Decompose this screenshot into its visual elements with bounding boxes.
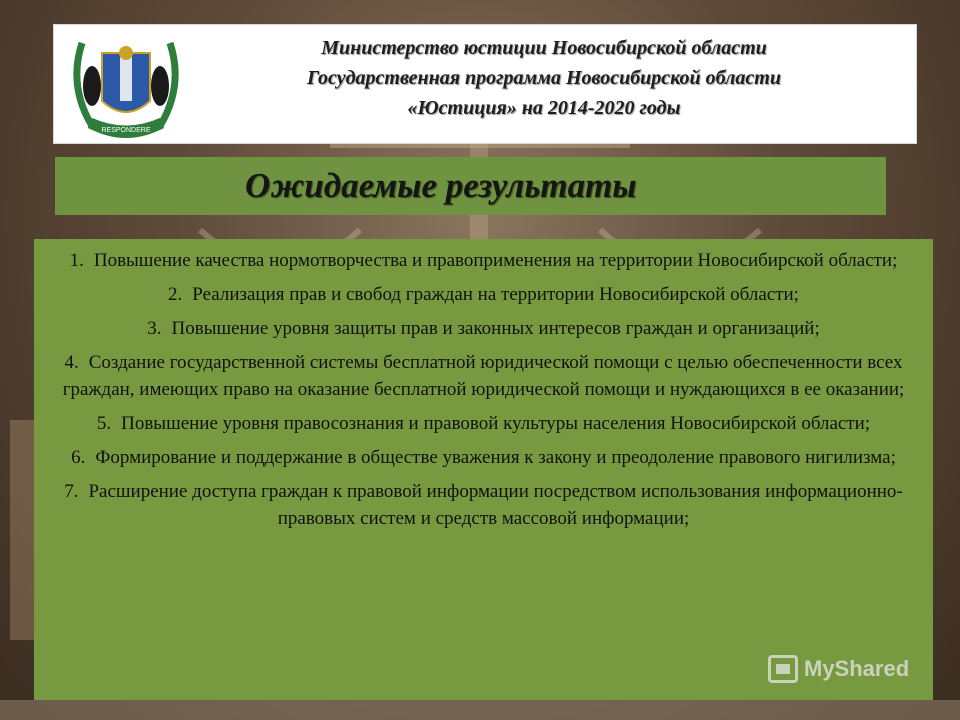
list-item: [34, 247, 933, 274]
list-item: [34, 315, 933, 342]
list-item: [34, 478, 933, 532]
item-number: 5.: [96, 413, 112, 434]
program-years: «Юстиция» на 2014-2020 годы: [407, 97, 681, 119]
coat-of-arms-icon: [62, 31, 190, 141]
watermark: [768, 655, 909, 683]
item-text: Формирование и поддержание в обществе уважения к закону и преодоление правового нигилизма;: [95, 447, 896, 468]
emblem-motto: RESPONDERE: [101, 127, 151, 134]
item-number: 4.: [64, 352, 79, 373]
section-title-bar: [55, 157, 886, 215]
item-number: 3.: [147, 318, 162, 339]
item-text: Повышение уровня защиты прав и законных интересов граждан и организаций;: [171, 318, 820, 339]
program-name: Государственная программа Новосибирской области: [307, 67, 781, 89]
list-item: [34, 410, 933, 437]
ministry-name: Министерство юстиции Новосибирской области: [321, 37, 767, 59]
item-text: Реализация прав и свобод граждан на территории Новосибирской области;: [192, 284, 799, 305]
item-text: Расширение доступа граждан к правовой информации посредством использования информационно-правовых систем и средств массовой информации;: [88, 481, 903, 529]
watermark-text: MyShared: [804, 656, 910, 681]
item-number: 7.: [64, 481, 79, 502]
list-item: [34, 444, 933, 471]
results-list: [34, 239, 933, 700]
item-text: Создание государственной системы бесплатной юридической помощи с целью обеспеченности всех граждан, имеющих право на оказание бесплатной юридической помощи и нуждающихся в ее оказании;: [62, 352, 905, 400]
list-item: [34, 349, 933, 403]
presentation-icon: [768, 655, 798, 683]
item-number: 1.: [69, 250, 84, 271]
item-text: Повышение уровня правосознания и правовой культуры населения Новосибирской области;: [121, 413, 871, 434]
item-text: Повышение качества нормотворчества и правоприменения на территории Новосибирской области;: [93, 250, 898, 271]
item-number: 6.: [71, 447, 86, 468]
item-number: 2.: [168, 284, 183, 305]
list-item: [34, 281, 933, 308]
header-banner: [53, 24, 917, 144]
page-title: Ожидаемые результаты: [245, 166, 637, 205]
